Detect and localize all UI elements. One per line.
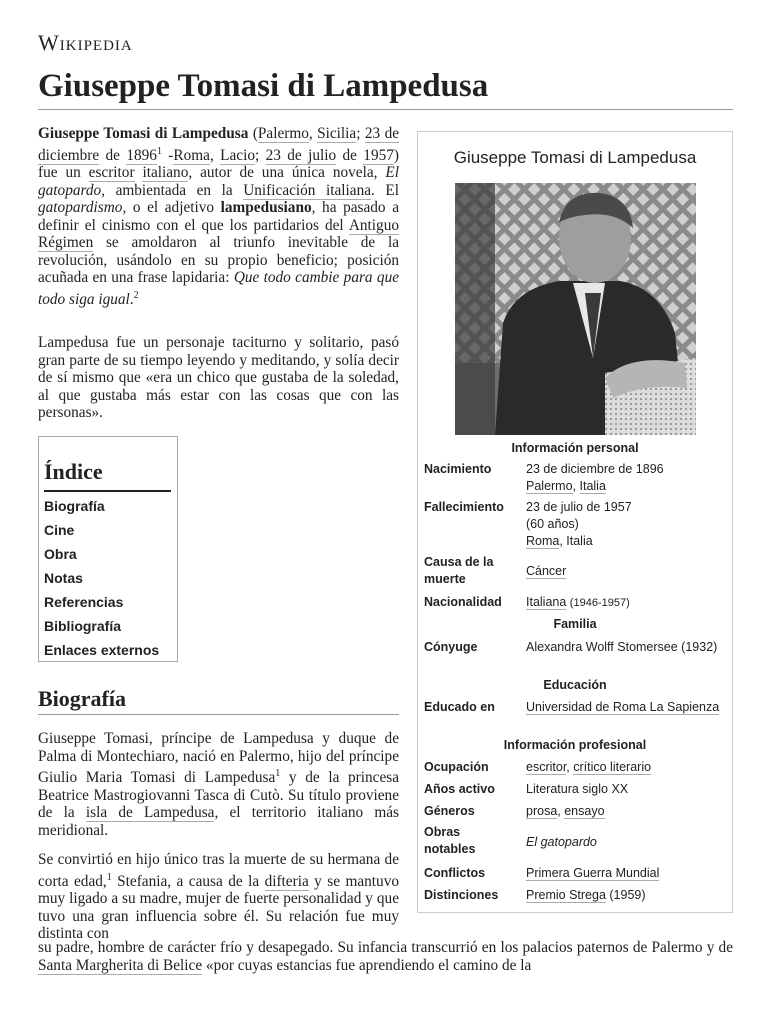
link-escritor[interactable]: escritor: [526, 760, 567, 774]
link-escritor[interactable]: escritor: [88, 164, 135, 182]
toc-item-enlaces-externos[interactable]: Enlaces externos: [44, 642, 160, 658]
link-universidad-de-roma[interactable]: Universidad de Roma La Sapienza: [526, 700, 720, 714]
value-conflictos: [526, 865, 726, 882]
value-conyuge: Alexandra Wolff Stomersee (1932): [526, 640, 718, 654]
toc-item-obra[interactable]: Obra: [44, 546, 77, 562]
label-nacionalidad: Nacionalidad: [424, 595, 502, 609]
label-generos: Géneros: [424, 804, 475, 818]
section-heading-biografia: Biografía: [38, 686, 126, 711]
link-el-gatopardo[interactable]: El gatopardo: [38, 164, 399, 199]
toc-item-notas[interactable]: Notas: [44, 570, 83, 586]
value-nacionalidad: Italiana (1946-1957): [526, 595, 630, 609]
toc-title: Índice: [44, 459, 103, 484]
ref-1[interactable]: 1: [156, 145, 162, 157]
biografia-paragraph-1: Giuseppe Tomasi, príncipe de Lampedusa y duque de Palma di Montechiaro, nació en Palermo, hijo del príncipe Giulio Maria Tomasi di Lampedusa$^1$ y de la princesa Beatrice Mastrogiovanni Tasca di Cutò. Su título proviene de la isla de Lampedusa, el territorio italiano más meridional.: [38, 730, 399, 839]
link-deathyear[interactable]: 1957: [363, 146, 394, 164]
link-deathdate[interactable]: 23 de julio: [265, 146, 337, 164]
infobox: [417, 131, 733, 913]
link-birthyear[interactable]: 1896: [126, 146, 157, 164]
label-fallecimiento: Fallecimiento: [424, 500, 504, 514]
link-palermo[interactable]: Palermo: [526, 479, 573, 493]
wikipedia-logo[interactable]: Wikipedia: [38, 30, 133, 55]
table-of-contents: [38, 436, 178, 662]
infobox-title: Giuseppe Tomasi di Lampedusa: [453, 148, 697, 167]
label-conyuge: Cónyuge: [424, 640, 478, 654]
toc-divider: [44, 490, 171, 492]
link-roma[interactable]: Roma: [526, 534, 560, 548]
term-lampedusiano: lampedusiano: [220, 199, 312, 217]
toc-item-referencias[interactable]: Referencias: [44, 594, 124, 610]
section-familia: Familia: [553, 617, 597, 631]
value-fallecimiento: 23 de julio de 1957 (60 años) Roma, Italia: [526, 500, 632, 548]
label-nacimiento: Nacimiento: [424, 462, 492, 476]
value-causa-de-la-muerte: [526, 563, 726, 580]
link-roma[interactable]: Roma: [173, 146, 210, 164]
link-italiana[interactable]: Italiana: [526, 595, 567, 609]
label-causa-de-la-muerte: Causa de la muerte: [424, 555, 494, 586]
label-obras-notables: Obras notables: [424, 825, 476, 856]
lead-paragraph: Giuseppe Tomasi di Lampedusa (Palermo, Sicilia; 23 de diciembre de 1896$^1$ -Roma, Lacio; 23 de julio de 1957) fue un escritor italiano, autor de una única novela, El gatopardo, ambientada en la Unificación italiana. El gatopardismo, o el adjetivo lampedusiano, ha pasado a definir el cinismo con el que los partidarios del Antiguo Régimen se amoldaron al triunfo inevitable de la revolución, usándolo en su propio beneficio; posición acuñada en una frase lapidaria: Que todo cambie para que todo siga igual.$^2$: [38, 125, 400, 308]
link-prosa[interactable]: prosa: [526, 804, 558, 818]
link-premio-strega[interactable]: Premio Strega: [526, 888, 606, 902]
link-unificacion[interactable]: Unificación italiana: [243, 181, 372, 199]
label-anios-activo: Años activo: [424, 782, 495, 796]
section-divider: [38, 714, 399, 715]
value-ocupacion: escritor, crítico literario: [526, 760, 652, 774]
lead-name: Giuseppe Tomasi di Lampedusa: [38, 125, 249, 142]
biografia-paragraph-2: Se convirtió en hijo único tras la muerte de su hermana de corta edad,$^1$ Stefania, a causa de la difteria y se mantuvo muy ligado a su madre, mujer de fuerte personalidad y que tuvo una gran influencia sobre él. Su relación fue muy distinta con: [38, 851, 399, 943]
link-italiano[interactable]: italiano: [142, 164, 189, 182]
page-title: Giuseppe Tomasi di Lampedusa: [38, 68, 489, 104]
link-lacio[interactable]: Lacio: [220, 146, 255, 164]
link-antiguo-regimen[interactable]: Antiguo Régimen: [38, 216, 399, 252]
portrait-photo[interactable]: [455, 183, 696, 435]
toc-item-bibliografia[interactable]: Bibliografía: [44, 618, 122, 634]
quote: Que todo cambie para que todo siga igual: [38, 269, 400, 308]
link-sicilia[interactable]: Sicilia: [317, 125, 357, 142]
value-anios-activo: Literatura siglo XX: [526, 782, 629, 796]
ref-1[interactable]: 1: [275, 768, 281, 779]
section-educacion: Educación: [543, 678, 607, 692]
value-distinciones: Premio Strega (1959): [526, 888, 646, 902]
value-nacimiento: 23 de diciembre de 1896 Palermo, Italia: [526, 462, 664, 493]
second-paragraph: Lampedusa fue un personaje taciturno y solitario, pasó gran parte de su tiempo leyendo y meditando, y solía decir de sí mismo que «era un chico que gustaba de la soledad, al que gustaba más estar con las cosas que con las personas».: [38, 334, 399, 421]
link-cancer[interactable]: Cáncer: [526, 564, 567, 578]
label-conflictos: Conflictos: [424, 866, 486, 880]
title-divider: [38, 109, 733, 110]
ref-1[interactable]: 1: [106, 871, 112, 883]
label-educado-en: Educado en: [424, 700, 495, 714]
toc-item-biografia[interactable]: Biografía: [44, 498, 105, 514]
section-informacion-profesional: Información profesional: [503, 738, 647, 752]
link-isla-de-lampedusa[interactable]: isla de Lampedusa: [85, 804, 215, 822]
link-ensayo[interactable]: ensayo: [564, 804, 605, 818]
term-gatopardismo: gatopardismo: [38, 199, 123, 217]
ref-2[interactable]: 2: [133, 289, 139, 301]
link-birthdate[interactable]: 23 de diciembre: [38, 125, 400, 164]
value-generos: prosa, ensayo: [526, 804, 605, 818]
link-palermo[interactable]: Palermo: [257, 125, 309, 142]
value-educado-en: [526, 699, 726, 716]
link-critico-literario[interactable]: crítico literario: [573, 760, 652, 774]
section-informacion-personal: Información personal: [511, 441, 639, 455]
value-obras-notables: [526, 834, 726, 851]
link-el-gatopardo[interactable]: El gatopardo: [526, 835, 597, 849]
link-santa-margherita[interactable]: Santa Margherita di Belice: [38, 956, 203, 974]
link-primera-guerra-mundial[interactable]: Primera Guerra Mundial: [526, 866, 660, 880]
label-ocupacion: Ocupación: [424, 760, 489, 774]
toc-item-cine[interactable]: Cine: [44, 522, 75, 538]
link-difteria[interactable]: difteria: [264, 872, 309, 890]
biografia-paragraph-3: su padre, hombre de carácter frío y desapegado. Su infancia transcurrió en los palacios paternos de Palermo y de Santa Margherita di Belice «por cuyas estancias fue aprendiendo el camino de la: [38, 939, 733, 974]
link-italia[interactable]: Italia: [579, 479, 606, 493]
label-distinciones: Distinciones: [424, 888, 499, 902]
